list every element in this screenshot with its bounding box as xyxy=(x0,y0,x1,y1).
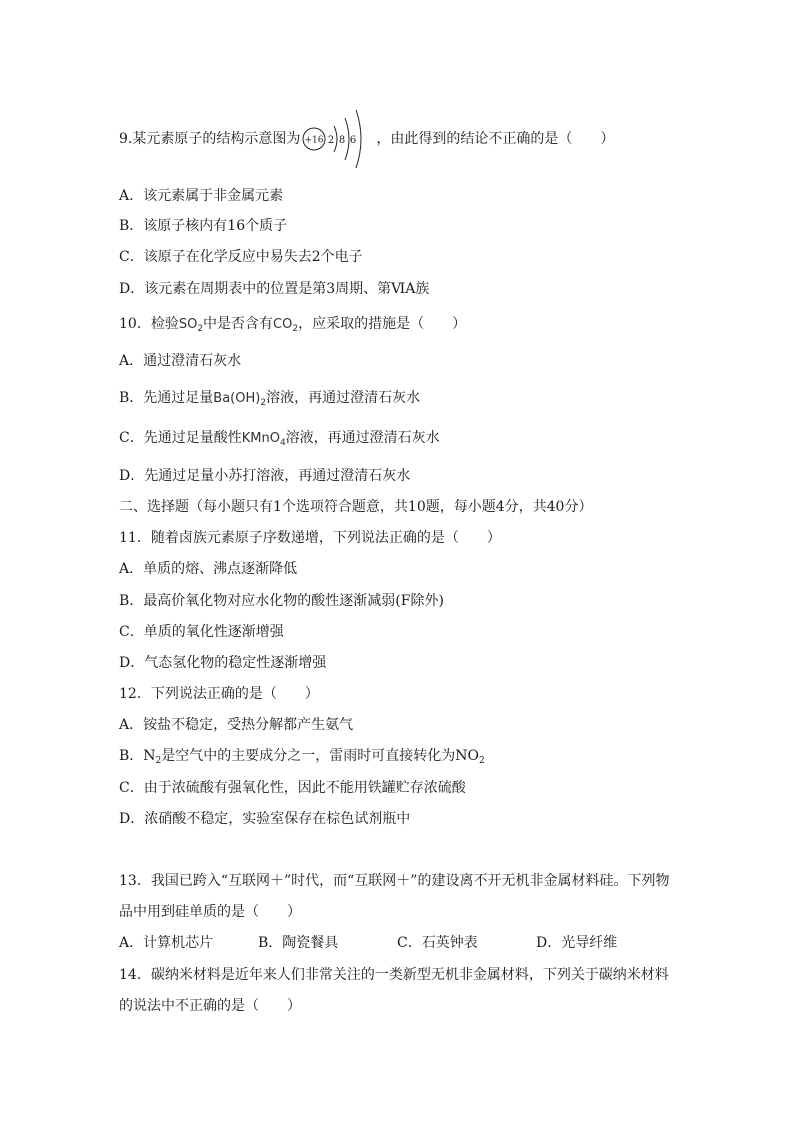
q13-options xyxy=(119,933,617,953)
kmno4-formula xyxy=(242,431,286,446)
q11-stem: 11．随着卤族元素原子序数递增，下列说法正确的是（ ） xyxy=(119,530,501,546)
q11-option-d: D．气态氢化物的稳定性逐渐增强 xyxy=(119,655,327,671)
baoh2-subscript: 2 xyxy=(260,398,267,408)
q10-option-a: A．通过澄清石灰水 xyxy=(119,353,242,369)
q9-option-d: D．该元素在周期表中的位置是第3周期、第ⅥA族 xyxy=(119,281,430,297)
q13-option-c: C．石英钟表 xyxy=(397,935,478,951)
q10-option-b-post: 溶液，再通过澄清石灰水 xyxy=(266,390,421,406)
q12-option-d: D．浓硝酸不稳定，实验室保存在棕色试剂瓶中 xyxy=(119,811,411,827)
so2-subscript: 2 xyxy=(197,324,204,334)
kmno4-symbol: KMnO xyxy=(241,431,280,446)
q10-option-c xyxy=(119,428,440,448)
q12-option-a: A．铵盐不稳定，受热分解都产生氨气 xyxy=(119,717,354,733)
shell-3-electrons: 6 xyxy=(350,135,357,146)
shell-2-electrons: 8 xyxy=(339,135,346,146)
q10-stem-part2: 中是否含有 xyxy=(203,316,274,332)
q12-option-b xyxy=(119,746,485,766)
shell-1-electrons: 2 xyxy=(328,135,335,146)
q13-stem-line1: 13．我国已跨入“互联网＋”时代，而“互联网＋”的建设离不开无机非金属材料硅。下列物 xyxy=(119,873,670,889)
co2-subscript: 2 xyxy=(292,324,299,334)
q10-stem xyxy=(119,314,466,334)
q10-option-c-post: 溶液，再通过澄清石灰水 xyxy=(285,430,440,446)
q14-stem-line2: 的说法中不正确的是（ ） xyxy=(119,998,301,1014)
so2-formula xyxy=(179,317,203,332)
q11-option-b: B．最高价氧化物对应水化物的酸性逐渐减弱(F除外) xyxy=(119,593,444,609)
q10-option-d: D．先通过足量小苏打溶液，再通过澄清石灰水 xyxy=(119,468,411,484)
section-2-heading: 二、选择题（每小题只有1个选项符合题意，共10题，每小题4分，共40分） xyxy=(119,499,593,515)
q10-stem-part1: 10．检验 xyxy=(119,316,179,332)
q12-stem: 12．下列说法正确的是（ ） xyxy=(119,686,319,702)
q10-stem-part3: ，应采取的措施是（ ） xyxy=(298,316,467,332)
q12-option-b-pre: B．N xyxy=(119,748,156,764)
n2-subscript: 2 xyxy=(155,756,162,766)
baoh2-formula xyxy=(213,391,266,406)
q9-option-c: C．该原子在化学反应中易失去2个电子 xyxy=(119,249,363,265)
q11-option-c: C．单质的氧化性逐渐增强 xyxy=(119,624,284,640)
baoh2-symbol: Ba(OH) xyxy=(213,391,261,406)
q9-stem-text-after: ，由此得到的结论不正确的是（ ） xyxy=(376,131,615,147)
kmno4-subscript: 4 xyxy=(279,438,286,448)
q9-option-b: B．该原子核内有16个质子 xyxy=(119,218,288,234)
q12-option-b-mid: 是空气中的主要成分之一，雷雨时可直接转化为NO xyxy=(161,748,480,764)
q10-option-b-pre: B．先通过足量 xyxy=(119,390,214,406)
so2-symbol: SO xyxy=(178,317,198,332)
q12-option-c: C．由于浓硫酸有强氧化性，因此不能用铁罐贮存浓硫酸 xyxy=(119,780,466,796)
q9-stem xyxy=(119,128,614,150)
q13-option-b: B．陶瓷餐具 xyxy=(258,935,339,951)
q11-option-a: A．单质的熔、沸点逐渐降低 xyxy=(119,561,298,577)
co2-symbol: CO xyxy=(273,317,293,332)
co2-formula xyxy=(273,317,298,332)
q13-option-a: A．计算机芯片 xyxy=(119,935,214,951)
q14-stem-line1: 14．碳纳米材料是近年来人们非常关注的一类新型无机非金属材料，下列关于碳纳米材料 xyxy=(119,967,669,983)
no2-subscript: 2 xyxy=(479,756,485,766)
atom-structure-diagram xyxy=(302,128,374,150)
q9-option-a: A．该元素属于非金属元素 xyxy=(119,188,284,204)
q13-option-d: D．光导纤维 xyxy=(536,935,618,951)
nucleus-charge: +16 xyxy=(304,135,324,146)
q10-option-c-pre: C．先通过足量酸性 xyxy=(119,430,242,446)
q9-stem-text: 9.某元素原子的结构示意图为 xyxy=(119,131,301,147)
q13-stem-line2: 品中用到硅单质的是（ ） xyxy=(119,904,301,920)
q10-option-b xyxy=(119,388,420,408)
